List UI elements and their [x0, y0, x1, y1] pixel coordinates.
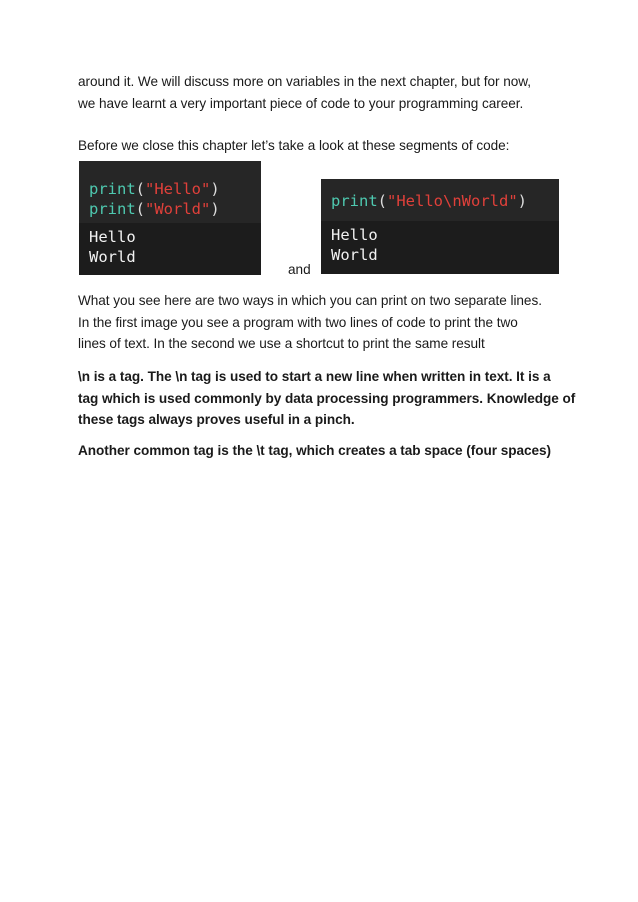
text-line: What you see here are two ways in which you can print on two separate lines.: [78, 293, 542, 308]
code-line: print("Hello\nWorld"): [331, 192, 528, 210]
text-line: around it. We will discuss more on variables in the next chapter, but for now,: [78, 74, 531, 89]
code-editor-pane: [321, 179, 559, 221]
code-screenshot-two-prints: [79, 161, 261, 275]
paragraph-tab-tag: [78, 440, 568, 462]
code-output-pane: [321, 221, 559, 274]
code-line: print("World"): [89, 200, 220, 218]
output-line: World: [331, 246, 378, 264]
paragraph-two-ways: [78, 290, 568, 355]
paragraph-newline-tag: [78, 366, 576, 431]
text-line: In the first image you see a program with two lines of code to print the two: [78, 314, 518, 330]
text-line: lines of text. In the second we use a shortcut to print the same result: [78, 336, 485, 351]
connector-text: and: [288, 262, 311, 277]
code-screenshot-newline-print: [321, 179, 559, 274]
text-line: \n is a tag. The \n tag is used to start a new line when written in text. It is a: [78, 369, 551, 384]
code-output-pane: [79, 223, 261, 275]
text-line: Before we close this chapter let’s take a look at these segments of code:: [78, 138, 510, 153]
output-line: Hello: [331, 226, 378, 244]
paragraph-variables-intro: [78, 71, 568, 114]
code-editor-pane: [79, 161, 261, 223]
output-line: Hello: [89, 228, 136, 246]
text-line: we have learnt a very important piece of code to your programming career.: [78, 95, 524, 111]
text-line: tag which is used commonly by data processing programmers. Knowledge of: [78, 390, 576, 406]
text-line: these tags always proves useful in a pinch.: [78, 412, 355, 427]
code-line: print("Hello"): [89, 180, 220, 198]
output-line: World: [89, 248, 136, 266]
paragraph-segments-intro: [78, 135, 568, 157]
text-line: Another common tag is the \t tag, which creates a tab space (four spaces): [78, 443, 552, 458]
